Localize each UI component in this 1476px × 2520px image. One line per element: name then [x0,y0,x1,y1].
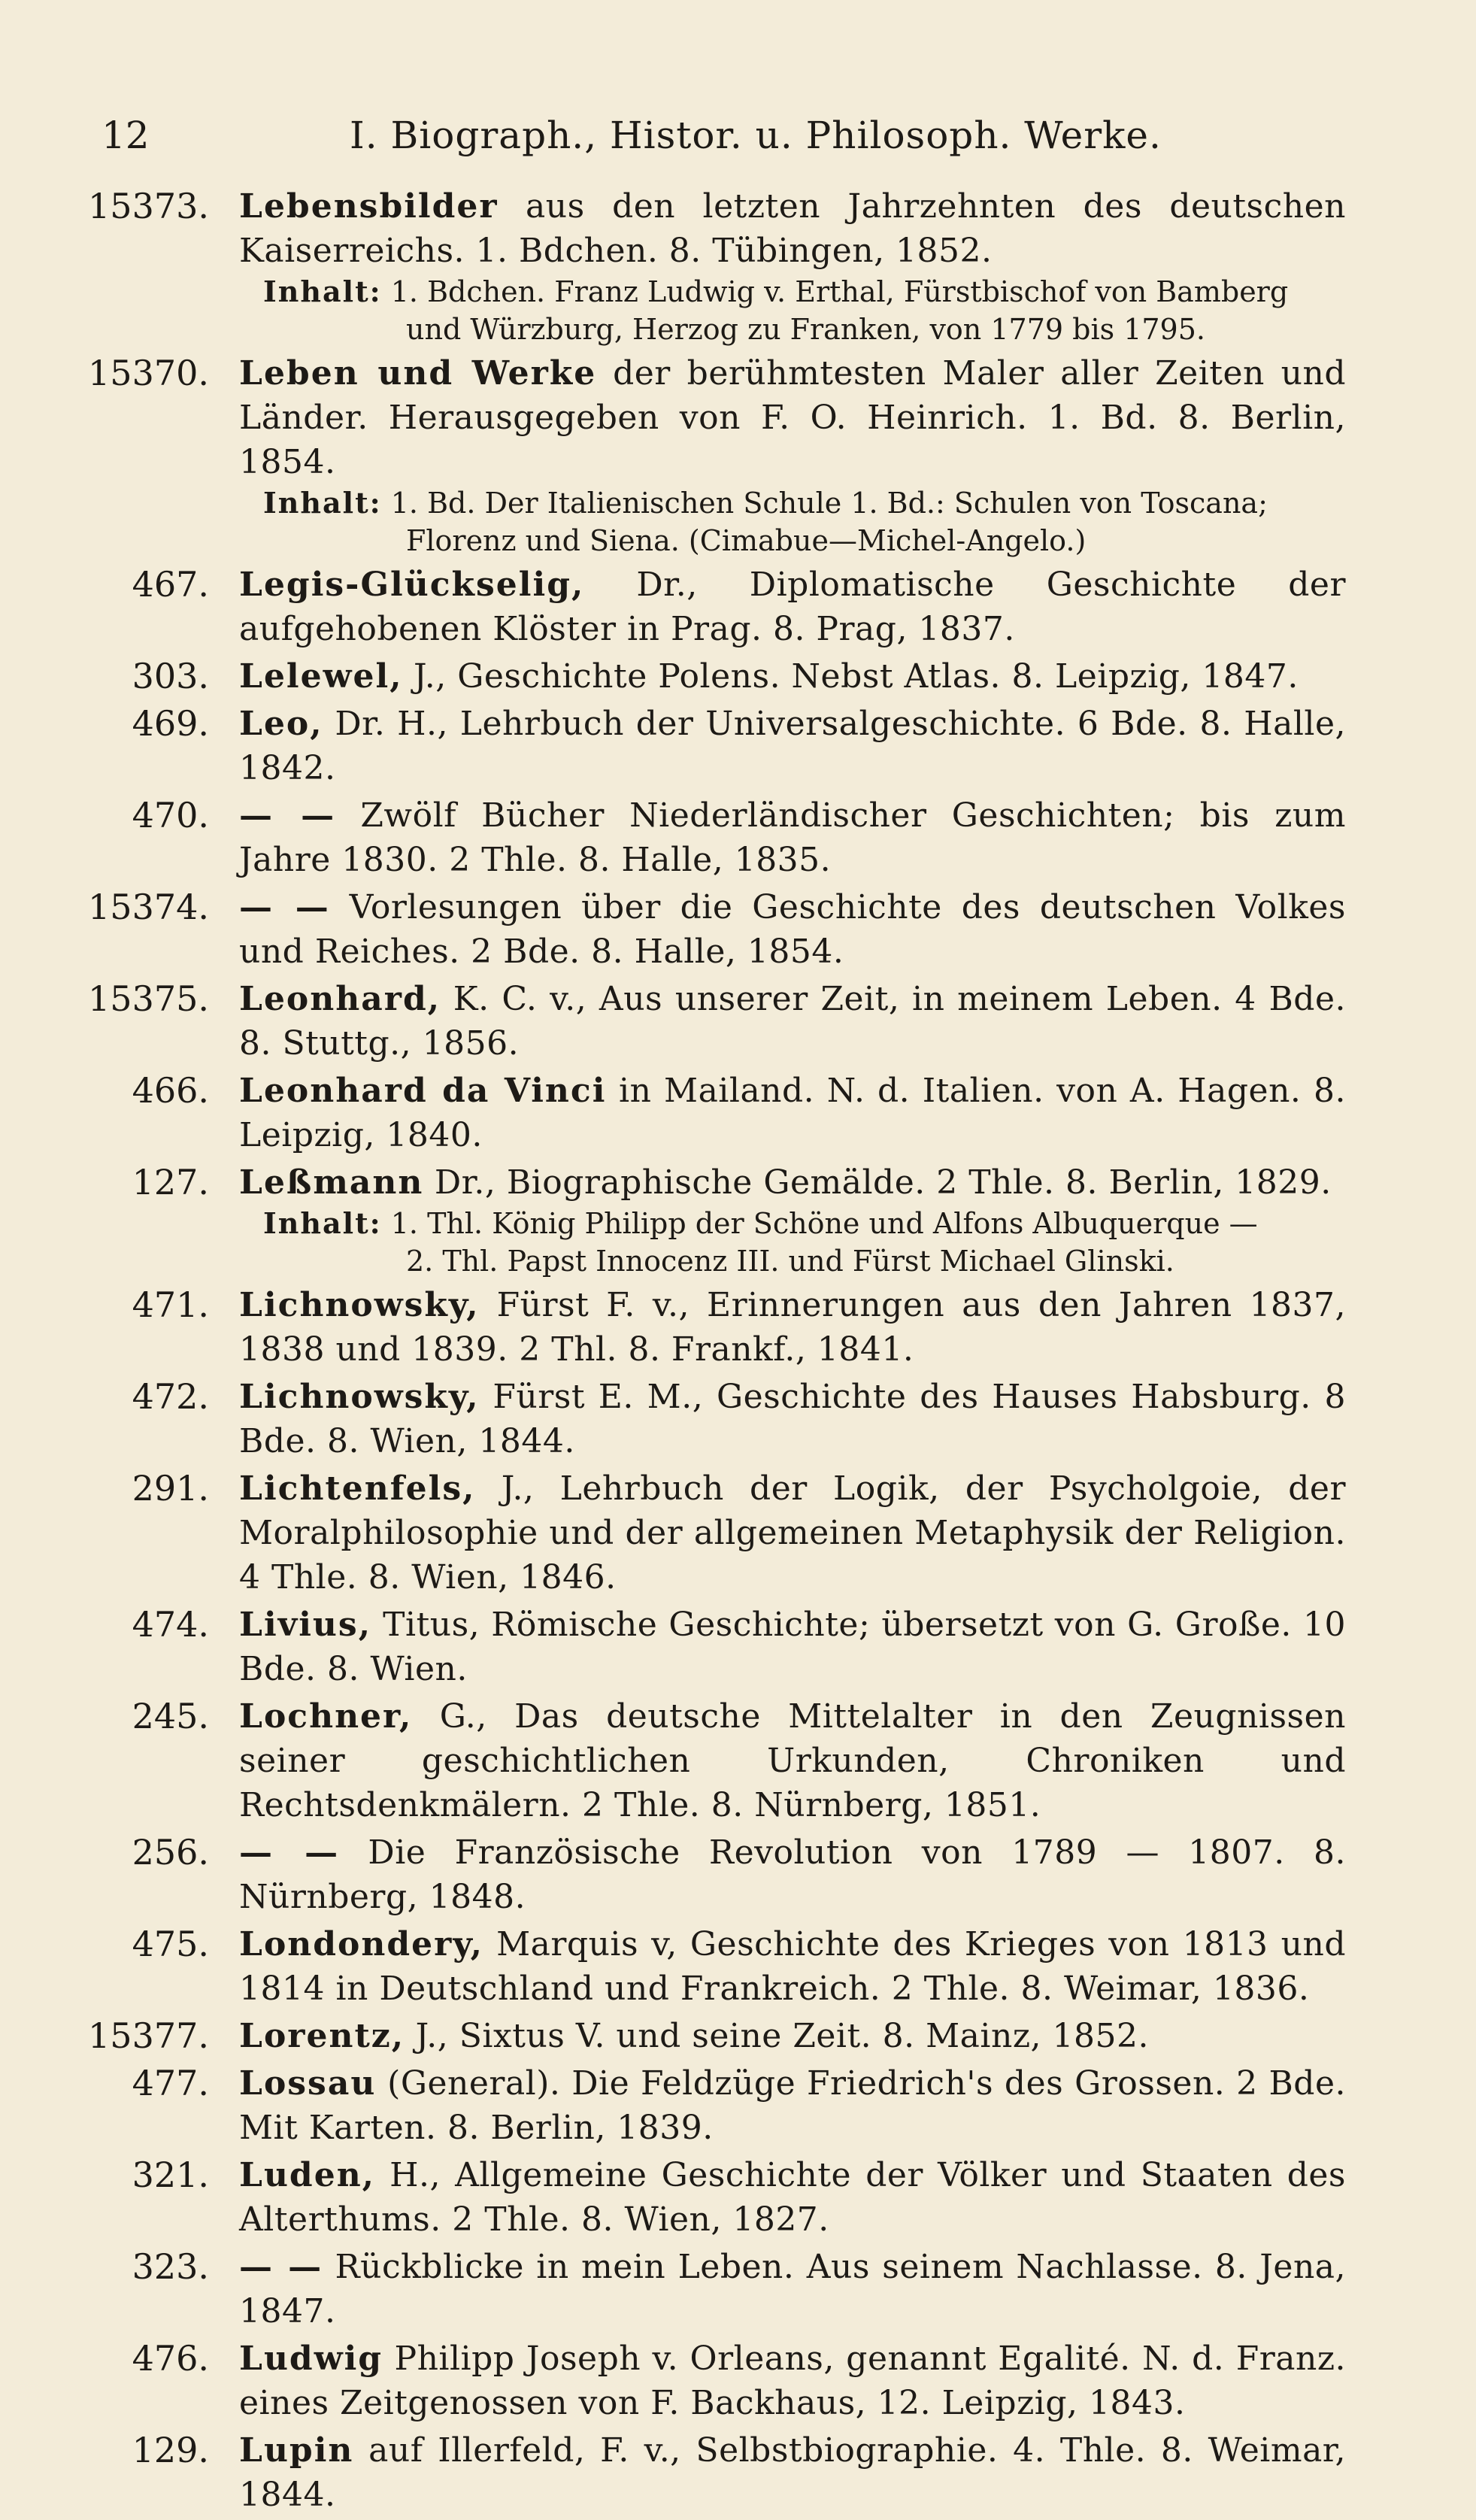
entry-number: 476. [132,2338,209,2379]
entry-number: 472. [132,1376,209,1417]
page-number: 12 [102,114,150,157]
entry-body [239,885,1346,974]
catalog-entry [0,885,1476,974]
contents-text-continued: 2. Thl. Papst Innocenz III. und Fürst Michael Glinski. [406,1245,1174,1278]
entry-number: 15374. [88,887,209,927]
entry-body [239,977,1346,1066]
entry-text: Vorlesungen über die Geschichte des deutschen Volkes und Reiches. 2 Bde. 8. Halle, 1854. [239,888,1346,971]
entry-heading: Leo, [239,705,323,743]
catalog-entry [0,2428,1476,2517]
catalog-entry [0,654,1476,699]
entry-heading: — — [239,2248,323,2286]
entry-body [239,2337,1346,2425]
entry-body [239,1922,1346,2011]
contents-label: Inhalt: [263,274,382,308]
entry-heading: Lorentz, [239,2017,405,2055]
entry-body [239,563,1346,651]
entry-heading: Leßmann [239,1163,424,1202]
catalog-entry [0,977,1476,1066]
entry-number: 474. [132,1604,209,1645]
catalog-entry [0,793,1476,882]
entry-heading: Lichtenfels, [239,1469,476,1508]
running-title: I. Biograph., Histor. u. Philosoph. Werke. [350,114,1162,157]
entry-heading: Lichnowsky, [239,1378,480,1416]
entry-body [239,184,1346,273]
entry-heading: Leonhard da Vinci [239,1072,607,1110]
entry-heading: — — [239,1833,340,1872]
entry-body [239,1375,1346,1463]
entry-body [239,1466,1346,1600]
entry-text: Dr. H., Lehrbuch der Universalgeschichte. 6 Bde. 8. Halle, 1842. [239,705,1346,787]
catalog-entry [0,2337,1476,2425]
entry-number: 303. [132,656,209,696]
contents-label: Inhalt: [263,1206,382,1240]
entry-heading: Lebensbilder [239,187,499,226]
entry-heading: Leonhard, [239,980,441,1018]
catalog-entry [0,563,1476,651]
contents-label: Inhalt: [263,486,382,520]
entry-text: Rückblicke in mein Leben. Aus seinem Nachlasse. 8. Jena, 1847. [239,2248,1346,2330]
entry-number: 475. [132,1924,209,1964]
entry-number: 467. [132,564,209,605]
entry-number: 323. [132,2246,209,2287]
entry-number: 477. [132,2063,209,2103]
catalog-entry [0,1603,1476,1691]
catalog-entry [0,351,1476,559]
entry-number: 245. [132,1696,209,1736]
entry-body [239,1603,1346,1691]
entry-number: 15370. [88,353,209,393]
entry-text: Fürst F. v., Erinnerungen aus den Jahren 1837, 1838 und 1839. 2 Thl. 8. Frankf., 1841. [239,1286,1346,1369]
contents-text-continued: und Würzburg, Herzog zu Franken, von 1779 bis 1795. [406,313,1205,346]
entry-number: 129. [132,2430,209,2470]
entry-text: auf Illerfeld, F. v., Selbstbiographie. 4. Thle. 8. Weimar, 1844. [239,2431,1346,2514]
page-header [102,105,1380,165]
catalog-entry [0,184,1476,348]
catalog-entry [0,1375,1476,1463]
entry-heading: Luden, [239,2156,375,2194]
entry-text: J., Geschichte Polens. Nebst Atlas. 8. Leipzig, 1847. [402,657,1299,696]
entry-body [239,654,1346,699]
entry-heading: — — [239,888,330,926]
entry-text: Titus, Römische Geschichte; übersetzt von G. Große. 10 Bde. 8. Wien. [239,1606,1346,1688]
entry-body [239,351,1346,484]
entry-text: (General). Die Feldzüge Friedrich's des Grossen. 2 Bde. Mit Karten. 8. Berlin, 1839. [239,2064,1346,2147]
entry-text: Marquis v, Geschichte des Krieges von 1813 und 1814 in Deutschland und Frankreich. 2 Thle. 8. Weimar, 1836. [239,1925,1346,2008]
entry-heading: — — [239,796,336,835]
catalog-entry [0,2245,1476,2334]
entry-number: 291. [132,1468,209,1509]
catalog-entry [0,1694,1476,1827]
entry-number: 15373. [88,186,209,226]
entry-body [239,2061,1346,2150]
catalog-entry [0,2014,1476,2058]
catalog-entry [0,1922,1476,2011]
entry-text: in Mailand. N. d. Italien. von A. Hagen. 8. Leipzig, 1840. [239,1072,1346,1154]
contents-text: 1. Thl. König Philipp der Schöne und Alfons Albuquerque — [381,1207,1258,1240]
entry-heading: Leben und Werke [239,354,597,393]
entry-heading: Ludwig [239,2340,383,2378]
entry-number: 470. [132,795,209,835]
entry-text: Zwölf Bücher Niederländischer Geschichten; bis zum Jahre 1830. 2 Thle. 8. Halle, 1835. [239,796,1346,879]
entry-number: 15375. [88,978,209,1019]
entry-heading: Lichnowsky, [239,1286,480,1324]
entry-number: 466. [132,1070,209,1111]
entry-contents [263,1205,1346,1280]
entry-number: 15377. [88,2015,209,2056]
catalog-entry [0,1160,1476,1280]
entry-body [239,2245,1346,2334]
entry-heading: Londondery, [239,1925,483,1964]
entry-contents [263,484,1346,559]
entry-text: G., Das deutsche Mittelalter in den Zeugnissen seiner geschichtlichen Urkunden, Chroniken und Rechtsdenkmälern. 2 Thle. 8. Nürnberg, 1851. [239,1697,1346,1824]
catalog-entry [0,1069,1476,1157]
entry-number: 256. [132,1832,209,1873]
entry-text: J., Lehrbuch der Logik, der Psycholgoie, der Moralphilosophie und der allgemeinen Metaphysik der Religion. 4 Thle. 8. Wien, 1846. [239,1469,1346,1597]
entry-text: K. C. v., Aus unserer Zeit, in meinem Leben. 4 Bde. 8. Stuttg., 1856. [239,980,1346,1063]
entry-number: 321. [132,2155,209,2195]
entry-heading: Lochner, [239,1697,413,1736]
entry-contents [263,273,1346,348]
entry-number: 127. [132,1162,209,1202]
entry-body [239,2153,1346,2242]
catalog-entry [0,2061,1476,2150]
contents-text: 1. Bd. Der Italienischen Schule 1. Bd.: Schulen von Toscana; [381,487,1268,520]
entry-body [239,2428,1346,2517]
entry-body [239,702,1346,790]
contents-text-continued: Florenz und Siena. (Cimabue—Michel-Angelo.) [406,524,1087,557]
catalog-entry [0,2153,1476,2242]
catalog-entry [0,702,1476,790]
catalog-entry [0,1830,1476,1919]
entry-text: J., Sixtus V. und seine Zeit. 8. Mainz, 1852. [405,2017,1149,2055]
entry-text: H., Allgemeine Geschichte der Völker und Staaten des Alterthums. 2 Thle. 8. Wien, 1827. [239,2156,1346,2239]
entry-number: 469. [132,703,209,744]
entry-body [239,793,1346,882]
entry-heading: Legis-Glückselig, [239,566,585,604]
entry-text: Dr., Biographische Gemälde. 2 Thle. 8. Berlin, 1829. [423,1163,1332,1202]
entry-number: 471. [132,1284,209,1325]
entry-text: Dr., Diplomatische Geschichte der aufgehobenen Klöster in Prag. 8. Prag, 1837. [239,566,1346,648]
catalog-entry [0,1283,1476,1372]
contents-text: 1. Bdchen. Franz Ludwig v. Erthal, Fürstbischof von Bamberg [381,275,1289,308]
catalog-entry [0,1466,1476,1600]
entry-text: Philipp Joseph v. Orleans, genannt Egalité. N. d. Franz. eines Zeitgenossen von F. Backhaus, 12. Leipzig, 1843. [239,2340,1346,2422]
entry-body [239,1694,1346,1827]
entry-body [239,1069,1346,1157]
entry-text: Fürst E. M., Geschichte des Hauses Habsburg. 8 Bde. 8. Wien, 1844. [239,1378,1346,1460]
entry-heading: Lossau [239,2064,377,2103]
entry-body [239,1283,1346,1372]
entry-heading: Livius, [239,1606,372,1644]
entry-text: aus den letzten Jahrzehnten des deutschen Kaiserreichs. 1. Bdchen. 8. Tübingen, 1852. [239,187,1346,270]
entry-text: der berühmtesten Maler aller Zeiten und Länder. Herausgegeben von F. O. Heinrich. 1. Bd. 8. Berlin, 1854. [239,354,1347,481]
entry-body [239,1830,1346,1919]
entry-heading: Lelewel, [239,657,403,696]
entry-body [239,2014,1346,2058]
entry-heading: Lupin [239,2431,354,2470]
entry-body [239,1160,1346,1205]
entry-text: Die Französische Revolution von 1789 — 1807. 8. Nürnberg, 1848. [239,1833,1346,1916]
catalog-entries [0,184,1476,2520]
